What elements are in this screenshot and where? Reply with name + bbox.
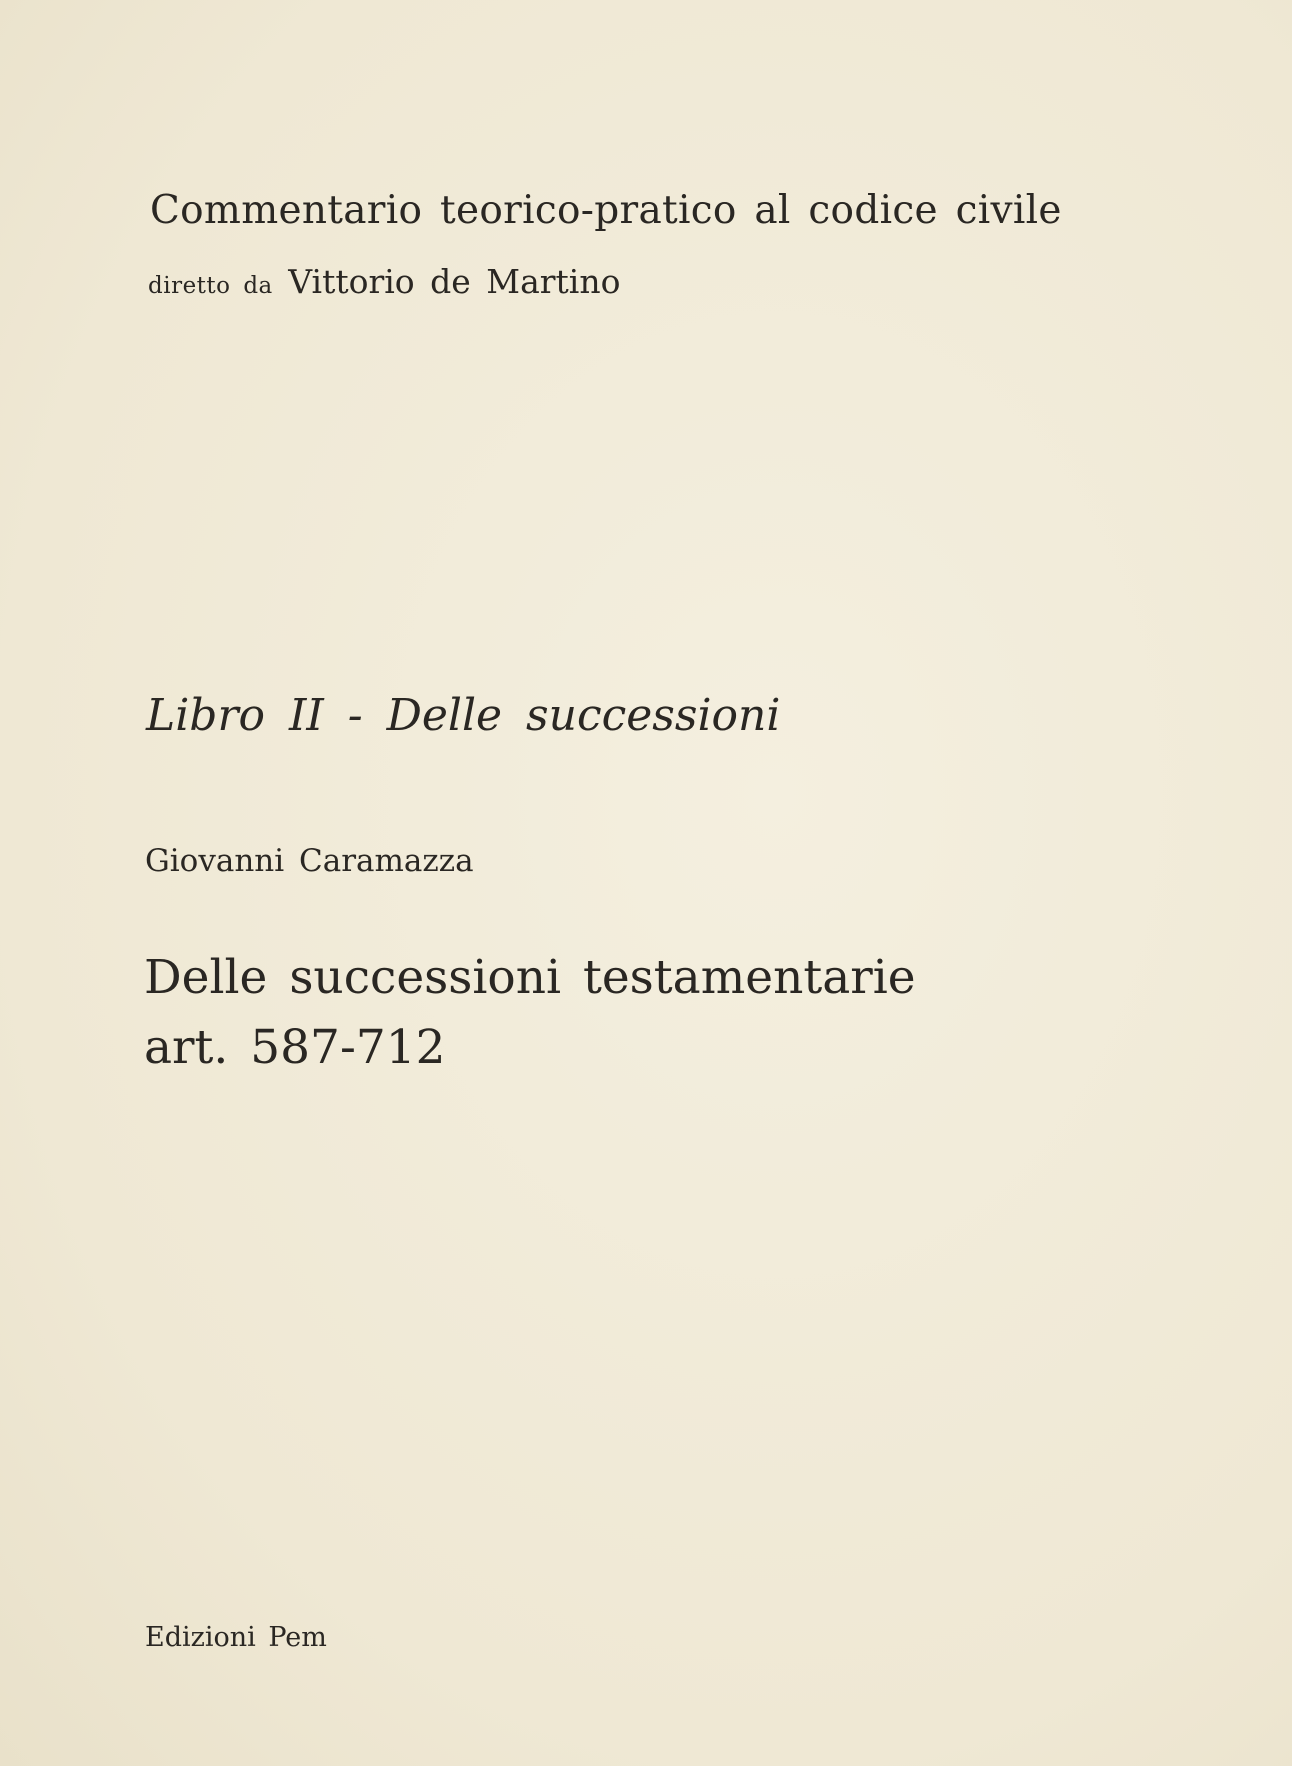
director-name: Vittorio de Martino: [288, 262, 621, 301]
director-prefix: diretto da: [148, 273, 273, 299]
book-title: Libro II - Delle successioni: [146, 690, 781, 741]
publisher-name: Edizioni Pem: [145, 1622, 327, 1653]
work-title: Delle successioni testamentarie: [144, 950, 916, 1005]
series-director: [148, 262, 620, 301]
author-name: Giovanni Caramazza: [145, 843, 474, 879]
series-title: Commentario teorico-pratico al codice civile: [150, 188, 1062, 233]
work-articles: art. 587-712: [144, 1020, 446, 1075]
